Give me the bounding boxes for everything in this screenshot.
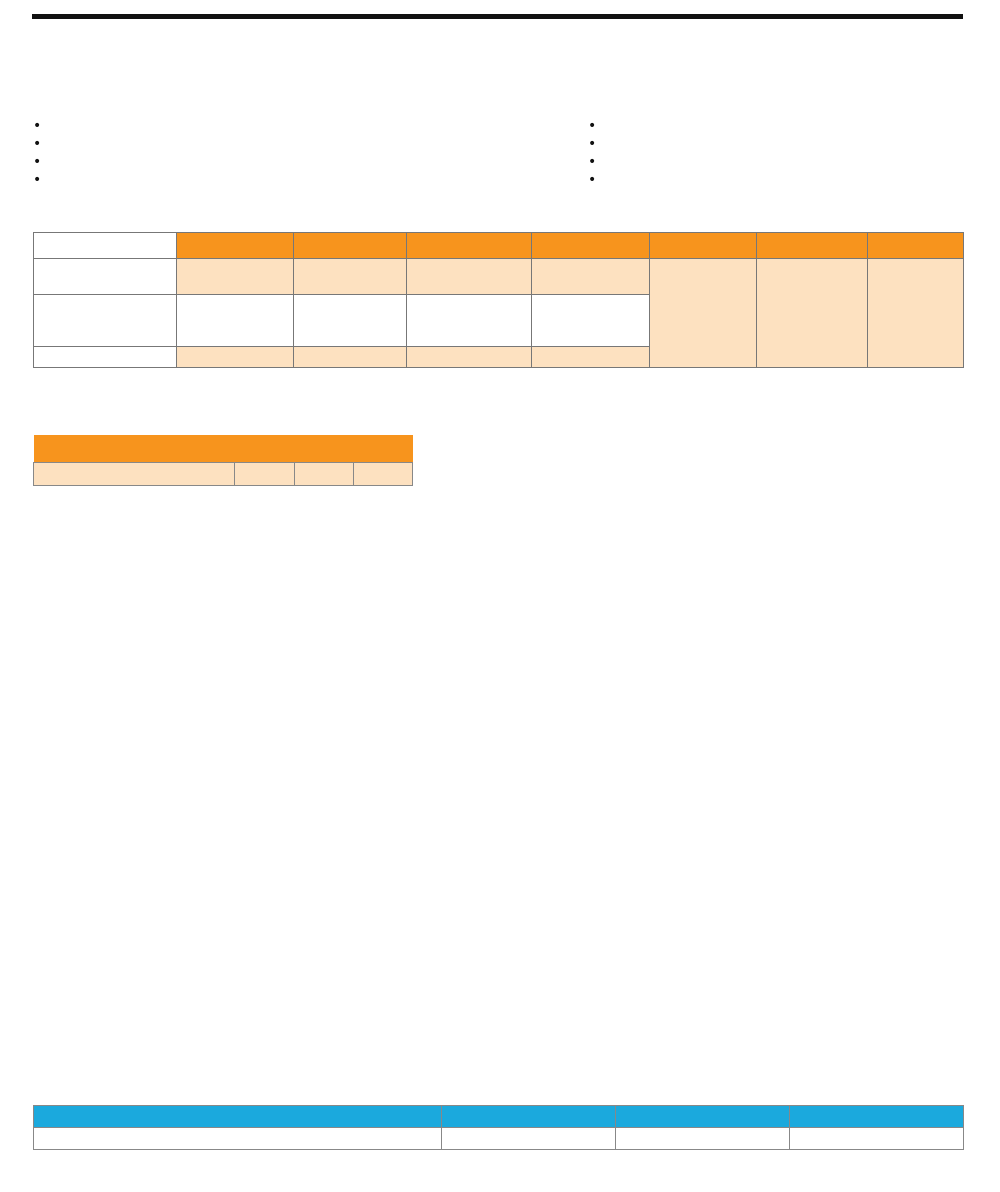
schedule-cell xyxy=(532,259,650,295)
list-item: • xyxy=(588,136,597,152)
price-value xyxy=(790,1128,964,1150)
day-header xyxy=(868,233,964,259)
schedule-cell xyxy=(407,347,532,368)
time-slot xyxy=(34,259,177,295)
weeks-header xyxy=(295,462,354,485)
pricing-week-header xyxy=(442,1106,616,1128)
schedule-cell xyxy=(177,347,294,368)
day-header xyxy=(757,233,868,259)
list-item: • xyxy=(588,118,597,134)
city-title xyxy=(34,435,413,462)
contents-list-left xyxy=(33,117,41,189)
contents-list-right xyxy=(588,117,596,189)
schedule-cell xyxy=(407,259,532,295)
pricing-week-header xyxy=(790,1106,964,1128)
schedule-cell-sunday xyxy=(868,259,964,368)
top-rule xyxy=(32,14,963,19)
schedule-cell xyxy=(177,259,294,295)
list-item: • xyxy=(588,172,597,188)
day-header xyxy=(407,233,532,259)
pricing-week-header xyxy=(616,1106,790,1128)
pricing-table xyxy=(33,1105,964,1150)
weeks-header xyxy=(354,462,413,485)
schedule-cell-saturday xyxy=(757,259,868,368)
list-item: • xyxy=(588,154,597,170)
day-header xyxy=(177,233,294,259)
list-item: • xyxy=(33,154,42,170)
schedule-cell xyxy=(294,347,407,368)
day-header xyxy=(532,233,650,259)
schedule-cell xyxy=(532,347,650,368)
list-item: • xyxy=(33,172,42,188)
schedule-cell xyxy=(407,295,532,347)
category-label xyxy=(34,462,235,485)
schedule-cell xyxy=(294,259,407,295)
list-item: • xyxy=(33,136,42,152)
list-item: • xyxy=(33,118,42,134)
day-header xyxy=(650,233,757,259)
day-header xyxy=(294,233,407,259)
schedule-table xyxy=(33,232,964,368)
pricing-row-label xyxy=(34,1128,442,1150)
price-value xyxy=(616,1128,790,1150)
time-slot xyxy=(34,347,177,368)
city-header-row xyxy=(34,435,413,462)
schedule-corner xyxy=(34,233,177,259)
toronto-activities-table xyxy=(33,435,413,486)
price-value xyxy=(442,1128,616,1150)
time-slot xyxy=(34,295,177,347)
weeks-header xyxy=(235,462,295,485)
schedule-cell-friday xyxy=(650,259,757,368)
category-header-row xyxy=(34,462,413,485)
pricing-col-label xyxy=(34,1106,442,1128)
schedule-cell xyxy=(532,295,650,347)
schedule-cell xyxy=(177,295,294,347)
schedule-cell xyxy=(294,295,407,347)
